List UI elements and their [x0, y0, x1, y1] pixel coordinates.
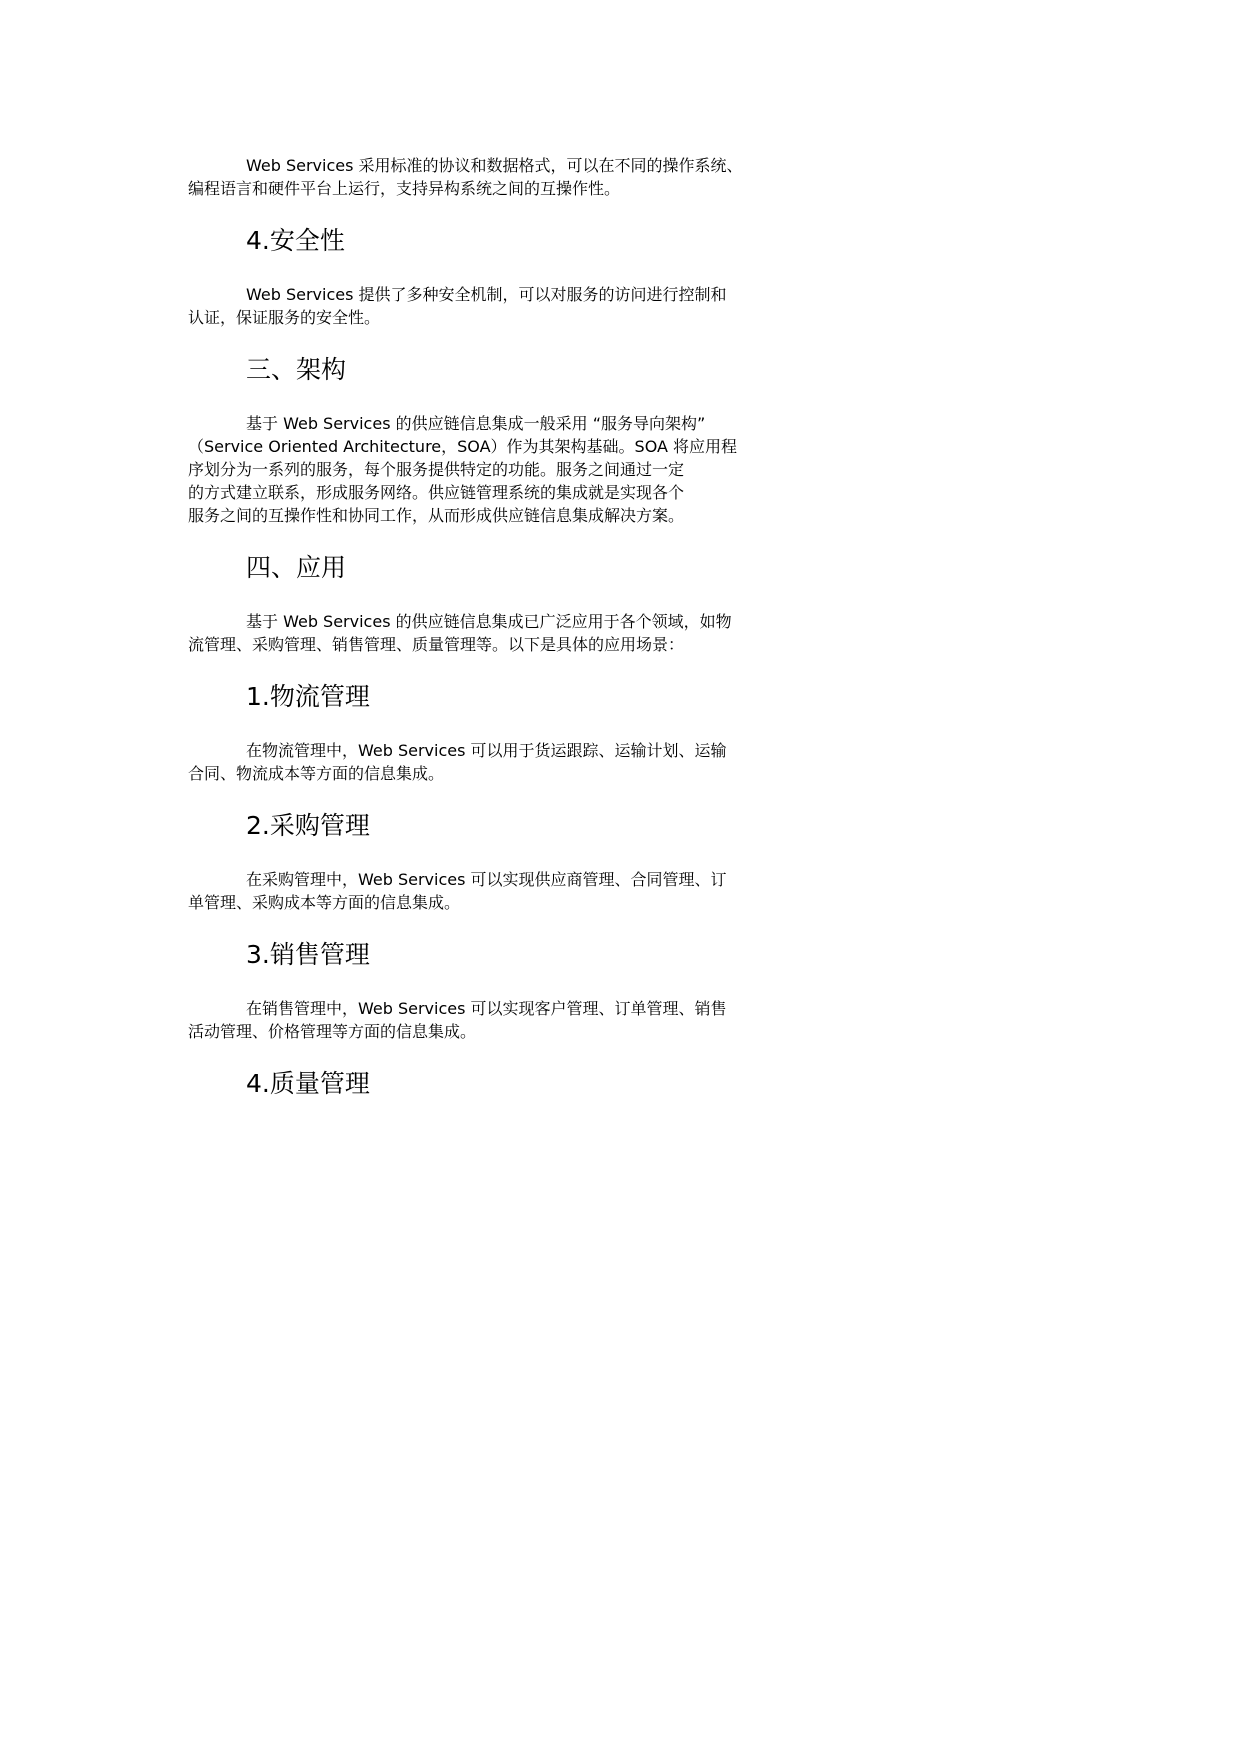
section-heading-procurement: 2.采购管理 — [246, 811, 370, 840]
paragraph-security — [188, 282, 1068, 328]
paragraph-line: （Service Oriented Architecture，SOA）作为其架构基础。SOA 将应用程 — [188, 437, 738, 456]
paragraph-line: 服务之间的互操作性和协同工作，从而形成供应链信息集成解决方案。 — [188, 506, 685, 525]
paragraph-line: 单管理、采购成本等方面的信息集成。 — [188, 893, 461, 912]
paragraph-line: 在采购管理中，Web Services 可以实现供应商管理、合同管理、订 — [246, 870, 727, 889]
paragraph-line: Web Services 提供了多种安全机制，可以对服务的访问进行控制和 — [246, 285, 727, 304]
paragraph-procurement — [188, 867, 1068, 913]
paragraph-line: 编程语言和硬件平台上运行，支持异构系统之间的互操作性。 — [188, 179, 621, 198]
section-heading-quality: 4.质量管理 — [246, 1069, 370, 1098]
paragraph-line: 合同、物流成本等方面的信息集成。 — [188, 764, 445, 783]
paragraph-application — [188, 609, 1068, 655]
paragraph-interoperability — [188, 153, 1068, 199]
paragraph-line: 活动管理、价格管理等方面的信息集成。 — [188, 1022, 477, 1041]
paragraph-line: Web Services 采用标准的协议和数据格式，可以在不同的操作系统、 — [246, 156, 743, 175]
paragraph-line: 在物流管理中，Web Services 可以用于货运跟踪、运输计划、运输 — [246, 741, 727, 760]
section-heading-logistics: 1.物流管理 — [246, 682, 370, 711]
section-heading-security: 4.安全性 — [246, 226, 345, 255]
paragraph-line: 的方式建立联系，形成服务网络。供应链管理系统的集成就是实现各个 — [188, 483, 685, 502]
paragraph-line: 流管理、采购管理、销售管理、质量管理等。以下是具体的应用场景： — [188, 635, 685, 654]
paragraph-line: 在销售管理中，Web Services 可以实现客户管理、订单管理、销售 — [246, 999, 727, 1018]
paragraph-line: 认证，保证服务的安全性。 — [188, 308, 381, 327]
section-heading-sales: 3.销售管理 — [246, 940, 370, 969]
section-heading-architecture: 三、架构 — [246, 355, 347, 384]
paragraph-sales — [188, 996, 1068, 1042]
paragraph-line: 基于 Web Services 的供应链信息集成一般采用 “服务导向架构” — [246, 414, 706, 433]
paragraph-line: 基于 Web Services 的供应链信息集成已广泛应用于各个领域，如物 — [246, 612, 732, 631]
paragraph-architecture — [188, 411, 1068, 526]
paragraph-line: 序划分为一系列的服务，每个服务提供特定的功能。服务之间通过一定 — [188, 460, 685, 479]
document-body — [188, 153, 1068, 1125]
paragraph-logistics — [188, 738, 1068, 784]
section-heading-application: 四、应用 — [246, 553, 347, 582]
